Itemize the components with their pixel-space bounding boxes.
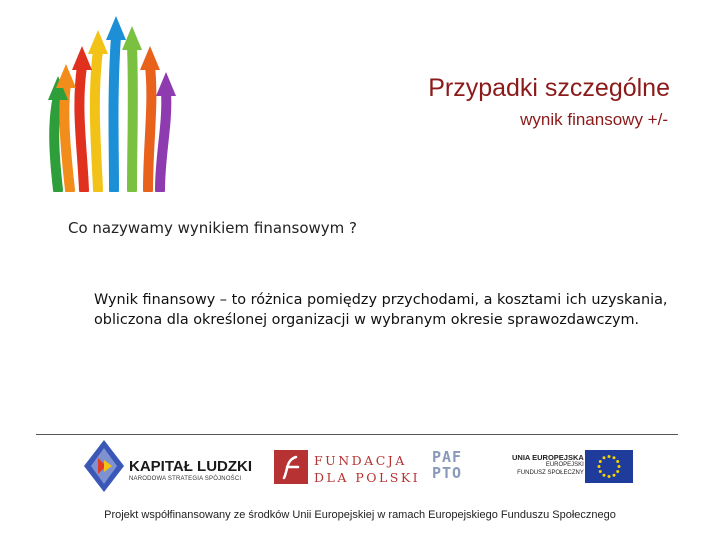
eu-line1: EUROPEJSKI — [545, 462, 584, 468]
fundacja-name — [314, 452, 420, 486]
fundacja-line2: DLA POLSKI — [314, 470, 421, 485]
question-heading: Co nazywamy wynikiem finansowym ? — [68, 219, 357, 237]
definition-text: Wynik finansowy – to różnica pomiędzy przychodami, a kosztami ich uzyskania, obliczona dla określonej organizacji w wybranym okresie sprawozdawczym. — [94, 292, 668, 328]
kapital-ludzki-subtitle: NARODOWA STRATEGIA SPÓJNOŚCI — [129, 476, 242, 482]
footer-divider — [36, 434, 678, 435]
eu-flag-logo — [585, 450, 633, 483]
fundacja-dla-polski-logo — [274, 450, 308, 484]
slide-subtitle: wynik finansowy +/- — [520, 110, 668, 129]
eu-title: UNIA EUROPEJSKA — [512, 453, 584, 462]
kapital-ludzki-logo — [84, 440, 124, 492]
footer-note: Projekt współfinansowany ze środków Unii Europejskiej w ramach Europejskiego Funduszu Społecznego — [104, 509, 616, 521]
kapital-ludzki-title: KAPITAŁ LUDZKI — [129, 458, 253, 475]
colorful-arrows-illustration — [36, 14, 196, 192]
fundacja-line1: FUNDACJA — [314, 453, 407, 468]
eu-line2: FUNDUSZ SPOŁECZNY — [517, 469, 584, 476]
pafpto-line2: PTO — [432, 464, 463, 482]
pafpto-line1: PAF — [432, 448, 463, 466]
slide-title: Przypadki szczególne — [428, 74, 670, 102]
paf-pto-logo — [432, 449, 462, 481]
eu-text — [512, 453, 584, 477]
